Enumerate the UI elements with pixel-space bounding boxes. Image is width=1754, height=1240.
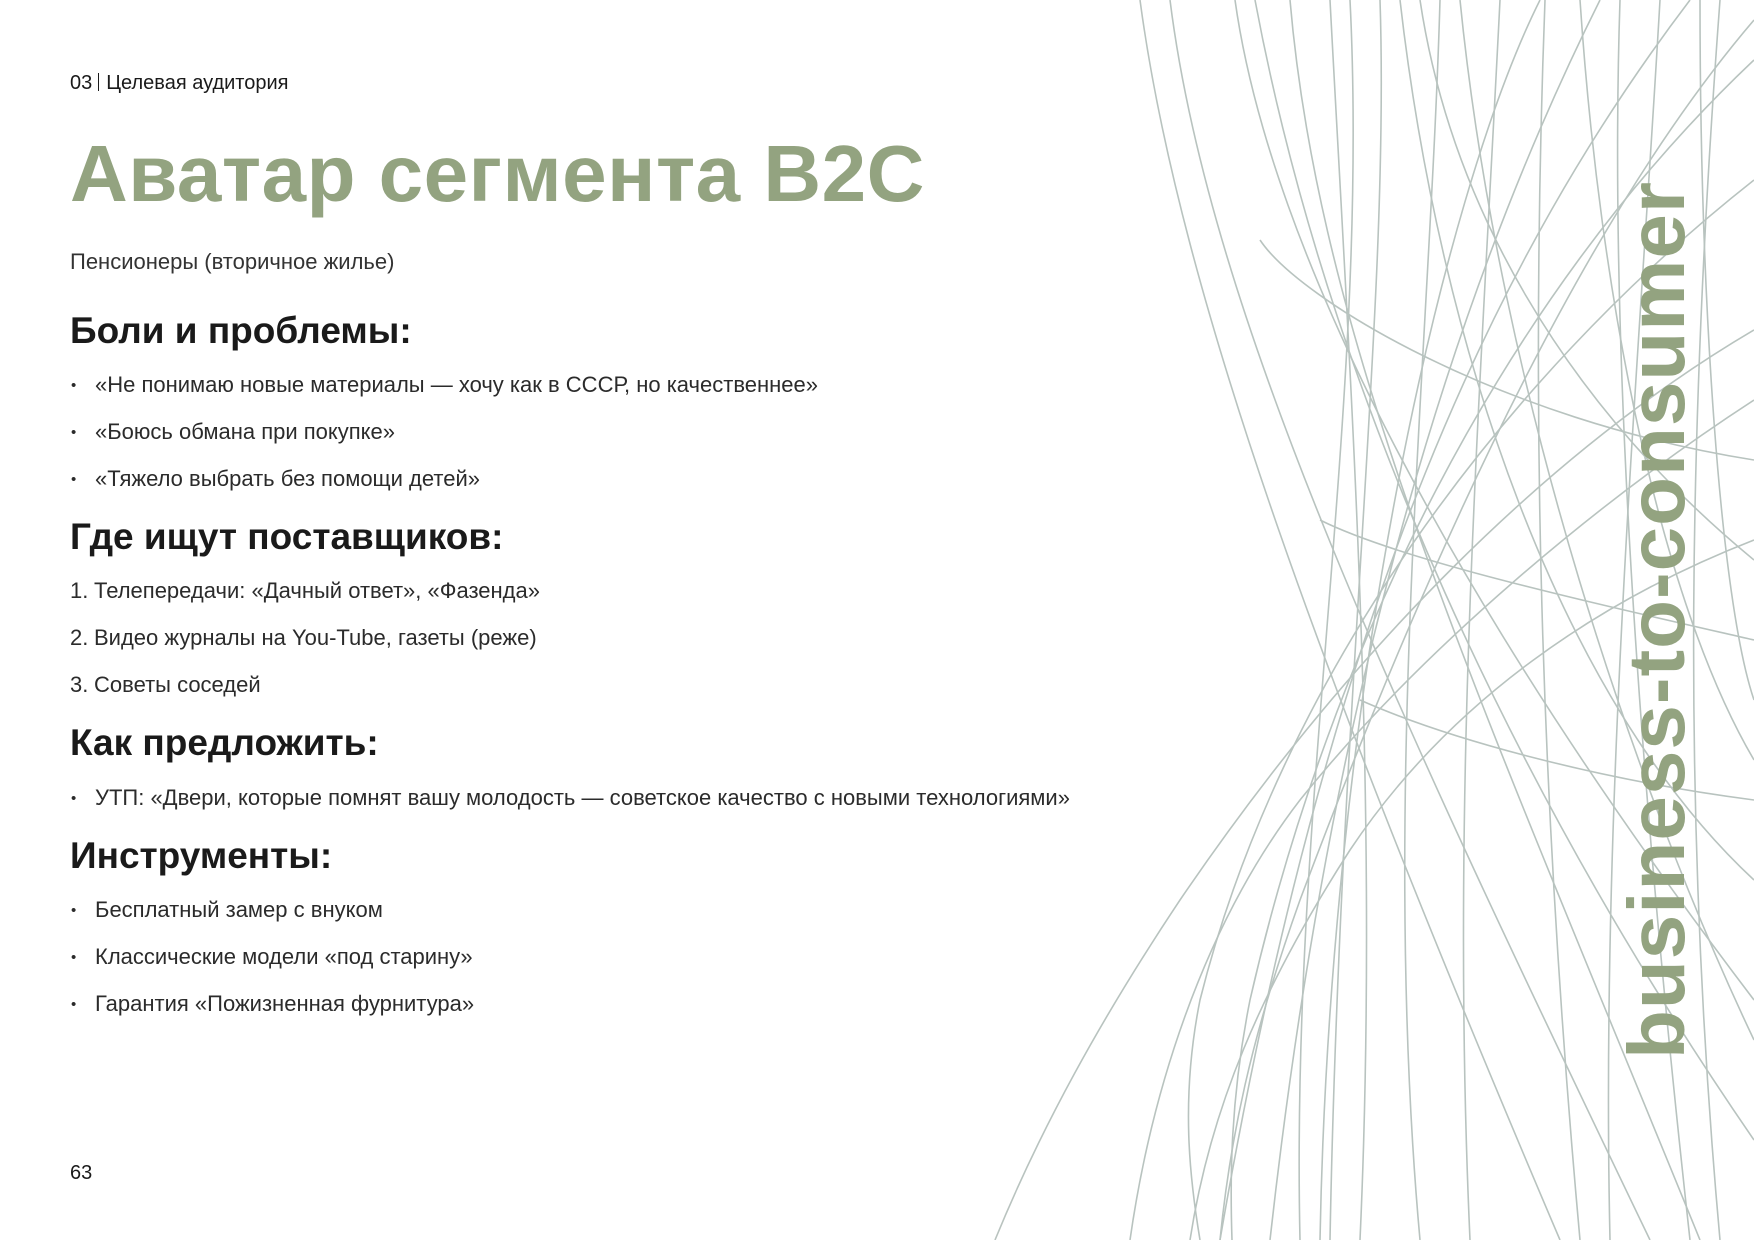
- bullet-marker: •: [71, 471, 77, 488]
- bullet-marker: •: [71, 424, 77, 441]
- number-marker: 1.: [70, 578, 89, 603]
- bullet-marker: •: [71, 902, 77, 919]
- heading-where: Где ищут поставщиков:: [70, 516, 504, 557]
- page-title: Аватар сегмента B2C: [70, 129, 925, 218]
- list-item: • «Не понимаю новые материалы — хочу как в СССР, но качественнее»: [71, 372, 819, 397]
- list-item: • Классические модели «под старину»: [71, 944, 473, 969]
- list-item: 3. Советы соседей: [70, 672, 261, 697]
- number-marker: 2.: [70, 625, 89, 650]
- list-item: • «Боюсь обмана при покупке»: [71, 419, 396, 444]
- list-item: 1. Телепередачи: «Дачный ответ», «Фазенда»: [70, 578, 540, 603]
- bullet-marker: •: [71, 949, 77, 966]
- section-title: Целевая аудитория: [106, 72, 289, 94]
- number-marker: 3.: [70, 672, 89, 697]
- bullet-marker: •: [71, 377, 77, 394]
- heading-pains: Боли и проблемы:: [70, 310, 412, 351]
- list-item: • «Тяжело выбрать без помощи детей»: [71, 466, 480, 491]
- section-divider: [98, 73, 99, 91]
- page-subtitle: Пенсионеры (вторичное жилье): [70, 249, 395, 274]
- list-item: • Гарантия «Пожизненная фурнитура»: [71, 991, 475, 1016]
- section-label: [70, 72, 288, 95]
- heading-tools: Инструменты:: [70, 835, 333, 876]
- bullet-marker: •: [71, 996, 77, 1013]
- page-number: 63: [70, 1162, 93, 1184]
- vertical-label: business-to-consumer: [1612, 181, 1701, 1059]
- list-item: • Бесплатный замер с внуком: [71, 897, 383, 922]
- section-number: 03: [70, 72, 93, 94]
- list-item: • УТП: «Двери, которые помнят вашу молодость — советское качество с новыми технологиями»: [71, 785, 1070, 810]
- bullet-marker: •: [71, 790, 77, 807]
- heading-offer: Как предложить:: [70, 722, 379, 763]
- list-item: 2. Видео журналы на You-Tube, газеты (реже): [70, 625, 537, 650]
